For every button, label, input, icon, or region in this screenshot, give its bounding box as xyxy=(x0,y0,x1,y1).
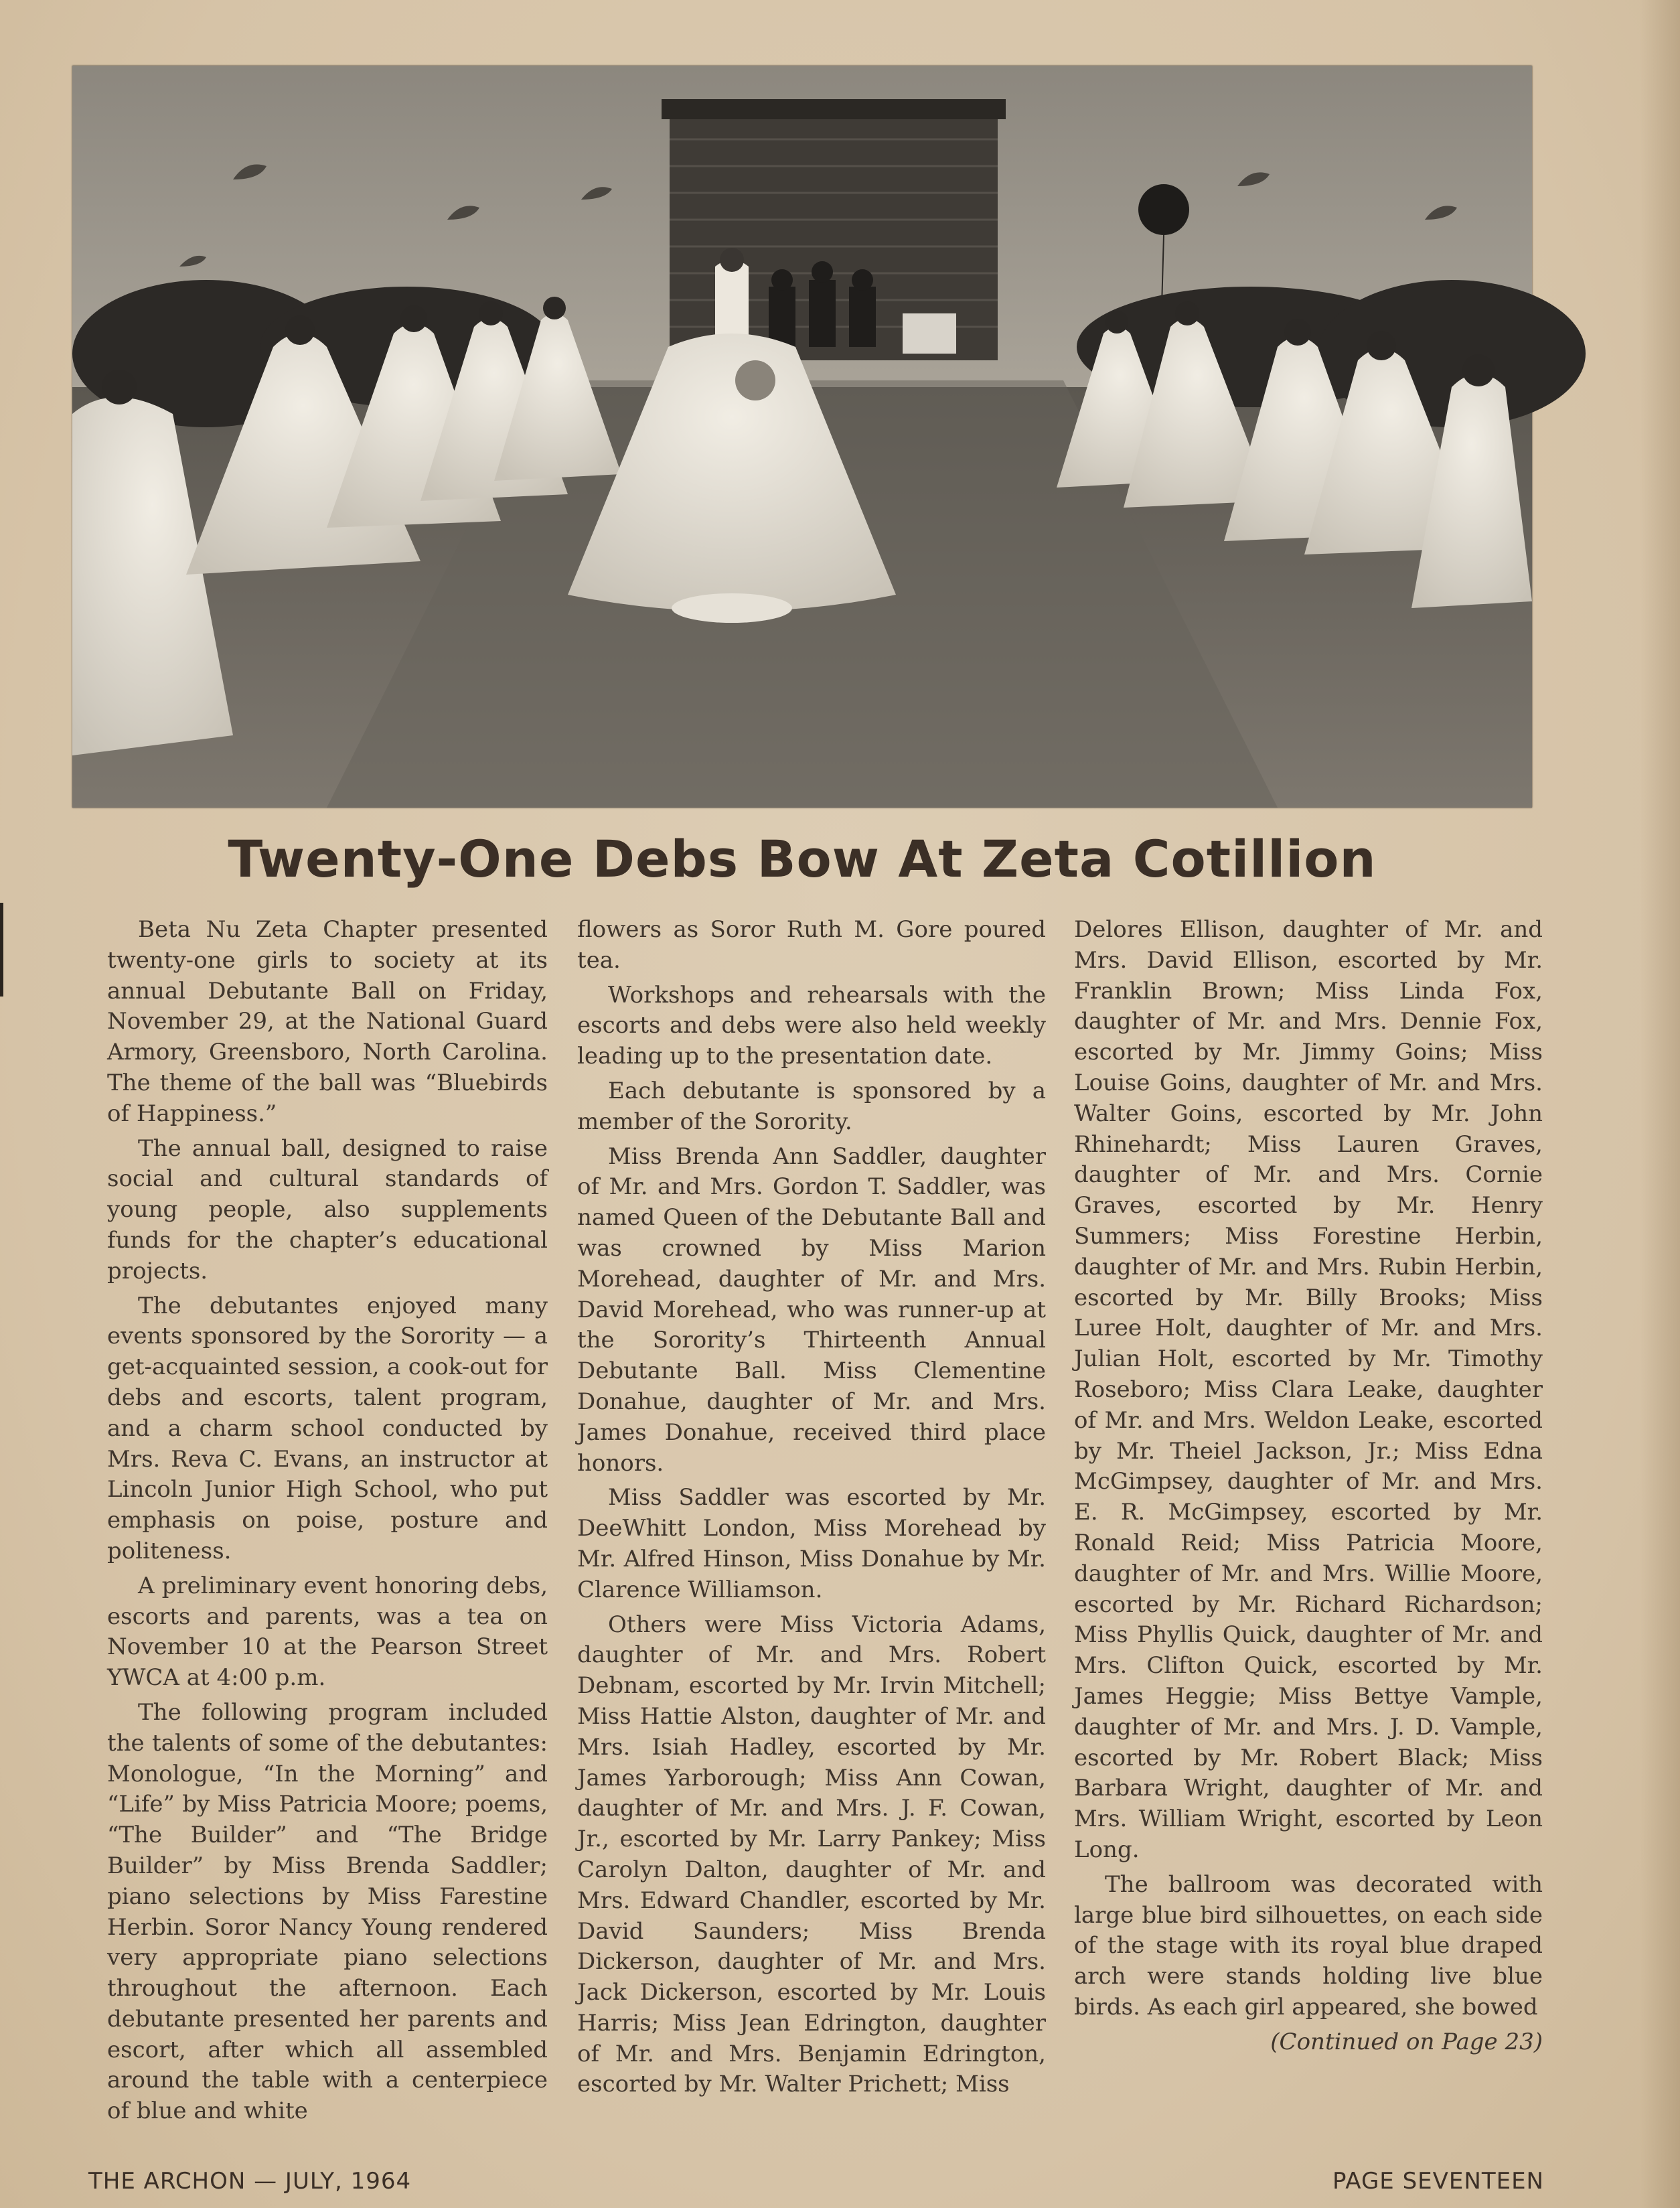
paragraph: Miss Saddler was escorted by Mr. DeeWhitt London, Miss Morehead by Mr. Alfred Hinson, Miss Donahue by Mr. Clarence Williamson. xyxy=(577,1484,1046,1603)
paragraph: flowers as Soror Ruth M. Gore poured tea. xyxy=(577,916,1046,974)
footer-page-number: PAGE SEVENTEEN xyxy=(1332,2168,1544,2195)
footer-publication: THE ARCHON — JULY, 1964 xyxy=(88,2168,412,2195)
binding-mark xyxy=(0,903,3,997)
article-headline: Twenty-One Debs Bow At Zeta Cotillion xyxy=(228,829,1377,889)
paragraph: Delores Ellison, daughter of Mr. and Mrs. David Ellison, escorted by Mr. Franklin Brown; Miss Linda Fox, daughter of Mr. and Mrs. Dennie Fox, escorted by Mr. Jimmy Goins; Miss Louise Goins, daughter of Mr. and Mrs. Walter Goins, escorted by Mr. John Rhinehardt; Miss Lauren Graves, daughter of Mr. and Mrs. Cornie Graves, escorted by Mr. Henry Summers; Miss Forestine Herbin, daughter of Mr. and Mrs. Rubin Herbin, escorted by Mr. Billy Brooks; Miss Luree Holt, daughter of Mr. and Mrs. Julian Holt, escorted by Mr. Timothy Roseboro; Miss Clara Leake, daughter of Mr. and Mrs. Weldon Leake, escorted by Mr. Theiel Jackson, Jr.; Miss Edna McGimpsey, daughter of Mr. and Mrs. E. R. McGimpsey, escorted by Mr. Ronald Reid; Miss Patricia Moore, daughter of Mr. and Mrs. Willie Moore, escorted by Mr. Richard Richardson; Miss Phyllis Quick, daughter of Mr. and Mrs. Clifton Quick, escorted by Mr. James Heggie; Miss Bettye Vample, daughter of Mr. and Mrs. J. D. Vample, escorted by Mr. Robert Black; Miss Barbara Wright, daughter of Mr. and Mrs. William Wright, escorted by Leon Long. xyxy=(1074,916,1543,1863)
paragraph: The debutantes enjoyed many events sponsored by the Sorority — a get-acquainted session, a cook-out for debs and escorts, talent program, and a charm school conducted by Mrs. Reva C. Evans, an instructor at Lincoln Junior High School, who put emphasis on poise, posture and politeness. xyxy=(107,1292,548,1564)
cotillion-photo xyxy=(72,66,1532,808)
article-column-2 xyxy=(577,915,1046,2098)
paragraph: Workshops and rehearsals with the escorts and debs were also held weekly leading up to the presentation date. xyxy=(577,981,1046,1070)
paragraph: Each debutante is sponsored by a member of the Sorority. xyxy=(577,1077,1046,1135)
paragraph: The annual ball, designed to raise social and cultural standards of young people, also supplements funds for the chapter’s educational projects. xyxy=(107,1134,548,1284)
paragraph: Others were Miss Victoria Adams, daughter of Mr. and Mrs. Robert Debnam, escorted by Mr. Irvin Mitchell; Miss Hattie Alston, daughter of Mr. and Mrs. Isiah Hadley, escorted by Mr. James Yarborough; Miss Ann Cowan, daughter of Mr. and Mrs. J. F. Cowan, Jr., escorted by Mr. Larry Pankey; Miss Carolyn Dalton, daughter of Mr. and Mrs. Edward Chandler, escorted by Mr. David Saunders; Miss Brenda Dickerson, daughter of Mr. and Mrs. Jack Dickerson, escorted by Mr. Louis Harris; Miss Jean Edrington, daughter of Mr. and Mrs. Benjamin Edrington, escorted by Mr. Walter Prichett; Miss xyxy=(577,1611,1046,2098)
page-edge-shadow xyxy=(1640,0,1680,2208)
continued-note: (Continued on Page 23) xyxy=(1270,2028,1543,2055)
paragraph: A preliminary event honoring debs, escorts and parents, was a tea on November 10 at the Pearson Street YWCA at 4:00 p.m. xyxy=(107,1572,548,1692)
paragraph: Miss Brenda Ann Saddler, daughter of Mr. and Mrs. Gordon T. Saddler, was named Queen of the Debutante Ball and was crowned by Miss Marion Morehead, daughter of Mr. and Mrs. David Morehead, who was runner-up at the Sorority’s Thirteenth Annual Debutante Ball. Miss Clementine Donahue, daughter of Mr. and Mrs. James Donahue, received third place honors. xyxy=(577,1143,1046,1477)
article-column-1 xyxy=(107,915,548,2125)
paragraph: The following program included the talents of some of the debutantes: Monologue, “In the Morning” and “Life” by Miss Patricia Moore; poems, “The Builder” and “The Bridge Builder” by Miss Brenda Saddler; piano selections by Miss Farestine Herbin. Soror Nancy Young rendered very appropriate piano selections throughout the afternoon. Each debutante presented her parents and escort, after which all assembled around the table with a centerpiece of blue and white xyxy=(107,1698,548,2125)
paragraph: The ballroom was decorated with large blue bird silhouettes, on each side of the stage with its royal blue draped arch were stands holding live blue birds. As each girl appeared, she bowed xyxy=(1074,1870,1543,2020)
paragraph: Beta Nu Zeta Chapter presented twenty-one girls to society at its annual Debutante Ball on Friday, November 29, at the National Guard Armory, Greensboro, North Carolina. The theme of the ball was “Bluebirds of Happiness.” xyxy=(107,916,548,1127)
article-column-3 xyxy=(1074,915,1543,2093)
